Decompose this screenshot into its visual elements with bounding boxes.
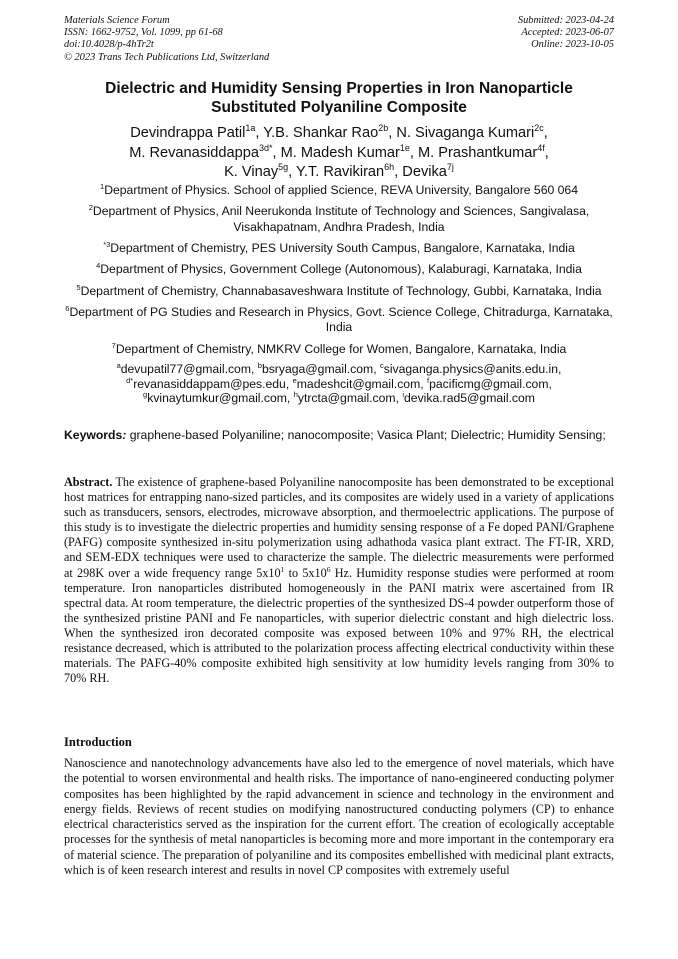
author-line: K. Vinay$^{5g}$, Y.T. Ravikiran$^{6h}$, Devika$^{7j}$ <box>224 162 454 180</box>
author-name: Y.T. Ravikiran <box>296 164 385 180</box>
email-mark: e <box>292 375 297 385</box>
affiliation <box>64 305 614 335</box>
email-address[interactable]: ytrcta@gmail.com <box>297 391 396 406</box>
paper-title-line: Dielectric and Humidity Sensing Properties in Iron Nanoparticle <box>105 80 573 97</box>
email-address[interactable]: devika.rad5@gmail.com <box>404 391 535 406</box>
author-name: M. Madesh Kumar <box>280 144 400 161</box>
email-line: $^a$devupatil77@gmail.com, $^b$bsryaga@gmail.com, $^c$sivaganga.physics@anits.edu.in, <box>116 360 562 376</box>
affiliation <box>64 342 614 357</box>
email-address[interactable]: sivaganga.physics@anits.edu.in <box>383 362 559 376</box>
affiliation-mark: 1 <box>100 181 105 191</box>
affiliation <box>64 204 614 234</box>
email-list <box>64 362 614 406</box>
affiliation-text: Department of PG Studies and Research in Physics, Govt. Science College, Chitradurga, Karnataka, India <box>69 305 613 335</box>
email-address[interactable]: revanasiddappam@pes.edu <box>133 376 286 391</box>
affiliation-text: Department of Physics. School of applied Science, REVA University, Bangalore 560 064 <box>104 183 578 197</box>
submitted-date: Submitted: 2023-04-24 <box>517 15 614 26</box>
author-name: Y.B. Shankar Rao <box>263 125 379 141</box>
author-name: Devika <box>402 164 447 180</box>
affiliation-list <box>64 183 614 363</box>
doi-line: doi:10.4028/p-4hTr2t <box>64 39 154 51</box>
email-mark: b <box>257 360 262 370</box>
author-line: M. Revanasiddappa$^{3d*}$, M. Madesh Kumar$^{1e}$, M. Prashantkumar$^{4f}$, <box>129 142 549 161</box>
paper-title <box>64 80 614 117</box>
affiliation-text: Department of Chemistry, Channabasaveshwara Institute of Technology, Gubbi, Karnataka, India <box>80 283 602 298</box>
online-date: Online: 2023-10-05 <box>531 39 614 51</box>
keywords-label: Keywords <box>64 428 123 442</box>
author-line: Devindrappa Patil$^{1a}$, Y.B. Shankar Rao$^{2b}$, N. Sivaganga Kumari$^{2c}$, <box>130 123 548 141</box>
email-mark: f <box>427 375 430 385</box>
author-name: M. Prashantkumar <box>417 144 538 161</box>
affiliation <box>64 262 614 277</box>
author-affiliation-mark: 2b <box>378 123 389 134</box>
affiliation-text: Department of Chemistry, PES University South Campus, Bangalore, Karnataka, India <box>110 240 575 255</box>
affiliation-mark: 2 <box>88 203 93 213</box>
email-address[interactable]: pacificmg@gmail.com <box>429 376 549 391</box>
abstract-text: Hz. Humidity response studies were performed at room temperature. Iron nanoparticles distributed homogeneously in the PANI matrix were ascertained from IR spectral data. At room temperature, the dielectric properties of the synthesized DS-4 powder outperform those of the synthesized pristine PANI and Fe nanoparticles, with superior dielectric constant and high dielectric loss. When the synthesized iron decorated composite was exposed between 10% and 97% RH, the electrical resistance decreased, which is attributed to the polarization process affecting electrical conductivity within these materials. The PAFG-40% composite exhibited high sensitivity at low humidity levels ranging from 30% to 70% RH. <box>64 565 614 686</box>
introduction-text: Nanoscience and nanotechnology advancements have also led to the emergence of novel materials, which have the potential to worsen environmental and health risks. The importance of nano-engineered conducting polymer composites has been highlighted by the rapid advancement in science and technology in the environment and energy fields. Reviews of recent studies on modifying nanostructured conducting polymers (CP) to enhance electrical characteristics served as the inspiration for the current effort. The creation of ecologically acceptable processes for the synthesis of metal nanoparticles is becoming more and more important in the contemporary era of material science. The preparation of polyaniline and its composites embellished with medicinal plant extracts, which is of keen research interest and results in novel CP composites with extremely useful <box>64 756 614 878</box>
author-affiliation-mark: 5g <box>278 162 289 173</box>
affiliation <box>64 241 614 256</box>
email-mark: d* <box>126 375 134 385</box>
affiliation <box>64 183 614 198</box>
affiliation-text: Department of Physics, Anil Neerukonda Institute of Technology and Sciences, Sangivalasa, Visakhapatnam, Andhra Pradesh, India <box>92 204 590 234</box>
affiliation-text: Department of Chemistry, NMKRV College for Women, Bangalore, Karnataka, India <box>115 341 567 356</box>
affiliation-mark: 6 <box>65 304 70 314</box>
abstract-text: The existence of graphene-based Polyaniline nanocomposite has been demonstrated to be exceptional host matrices for entrapping nano-sized particles, and its composites are widely used in a variety of applications such as transducers, sensors, electrodes, microwave absorption, and thermoelectric applications. The purpose of this study is to investigate the dielectric properties and humidity sensing response of a Fe doped PANI/Graphene (PAFG) composite synthesized in-situ polymerization using adhathoda vasica plant extract. The FT-IR, XRD, and SEM-EDX techniques were used to characterize the sample. The dielectric measurements were performed at 298K over a wide frequency range 5x10 <box>64 475 614 580</box>
abstract <box>64 475 614 686</box>
journal-header-right <box>518 15 614 52</box>
copyright-line: © 2023 Trans Tech Publications Ltd, Switzerland <box>64 51 270 63</box>
author-affiliation-mark: 1e <box>399 142 410 153</box>
keywords <box>64 428 614 443</box>
author-affiliation-mark: 6h <box>384 162 395 173</box>
email-address[interactable]: madeshcit@gmail.com <box>296 376 421 391</box>
affiliation-mark: 7 <box>111 340 116 350</box>
author-affiliation-mark: 3d* <box>259 142 273 153</box>
keywords-text: graphene-based Polyaniline; nanocomposite; Vasica Plant; Dielectric; Humidity Sensing; <box>126 428 606 442</box>
email-mark: h <box>293 390 298 400</box>
email-line: $^g$kvinaytumkur@gmail.com, $^h$ytrcta@gmail.com, $^i$devika.rad5@gmail.com <box>143 390 535 406</box>
author-affiliation-mark: 1a <box>245 123 256 134</box>
email-line: $^{d*}$revanasiddappam@pes.edu, $^e$madeshcit@gmail.com, $^f$pacificmg@gmail.com, <box>126 375 552 391</box>
section-heading: Introduction <box>64 735 132 749</box>
email-mark: a <box>116 360 121 370</box>
email-mark: i <box>402 390 405 400</box>
exponent: 1 <box>280 564 285 574</box>
author-name: M. Revanasiddappa <box>129 144 259 161</box>
abstract-text: to 5x10 <box>284 565 327 580</box>
email-address[interactable]: kvinaytumkur@gmail.com <box>147 391 287 406</box>
author-list <box>64 124 614 183</box>
author-name: K. Vinay <box>224 164 279 180</box>
affiliation-mark: 4 <box>96 261 101 271</box>
author-name: Devindrappa Patil <box>130 125 246 141</box>
author-affiliation-mark: 2c <box>534 123 544 134</box>
affiliation-mark: 5 <box>76 282 81 292</box>
issn-line: ISSN: 1662-9752, Vol. 1099, pp 61-68 <box>64 27 223 39</box>
email-mark: c <box>379 360 384 370</box>
affiliation-mark: *3 <box>103 239 111 249</box>
journal-header-left <box>64 15 269 64</box>
affiliation <box>64 284 614 299</box>
email-mark: g <box>143 390 148 400</box>
author-affiliation-mark: 7j <box>446 162 454 173</box>
email-address[interactable]: devupatil77@gmail.com <box>120 362 251 376</box>
email-address[interactable]: bsryaga@gmail.com <box>261 362 374 376</box>
exponent: 6 <box>326 564 331 574</box>
affiliation-text: Department of Physics, Government College (Autonomous), Kalaburagi, Karnataka, India <box>100 262 582 277</box>
author-name: N. Sivaganga Kumari <box>396 125 535 141</box>
abstract-label: Abstract. <box>64 475 113 489</box>
author-affiliation-mark: 4f <box>537 142 545 153</box>
accepted-date: Accepted: 2023-06-07 <box>521 27 614 39</box>
keywords-colon: : <box>122 428 127 442</box>
journal-name: Materials Science Forum <box>64 15 170 26</box>
paper-title-line: Substituted Polyaniline Composite <box>211 98 467 116</box>
